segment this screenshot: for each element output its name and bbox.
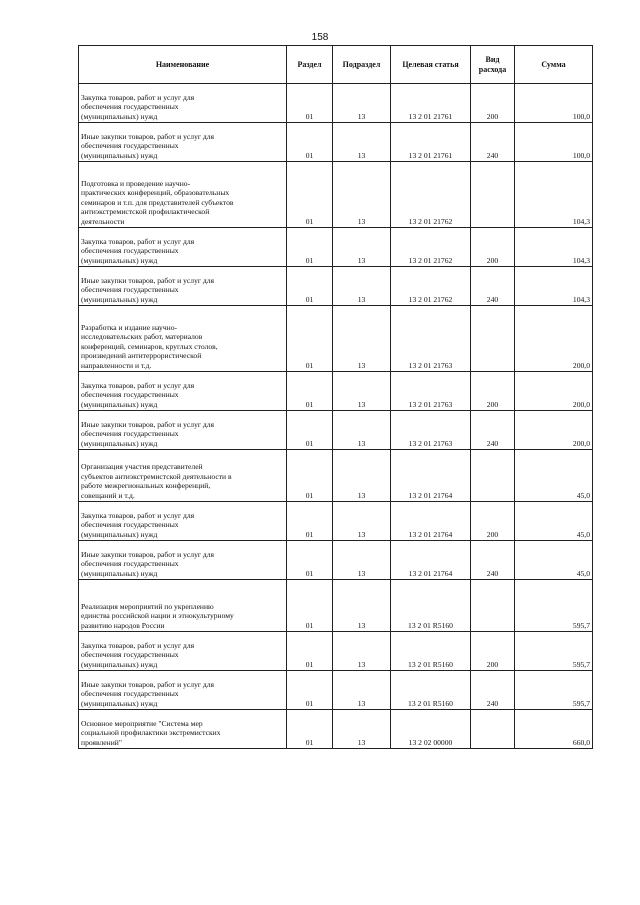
cell-podrazdel: 13 [333,502,391,541]
cell-summa: 200,0 [515,306,593,372]
cell-name: Разработка и издание научно- исследовательских работ, материалов конференций, семинаров, круглых столов, произведений антитеррористической направленности и т.д. [79,306,287,372]
table-row [79,710,593,749]
cell-tselevaya: 13 2 01 21761 [391,123,471,162]
table-row [79,450,593,502]
cell-podrazdel: 13 [333,671,391,710]
cell-razdel: 01 [287,306,333,372]
cell-name: Закупка товаров, работ и услуг для обеспечения государственных (муниципальных) нужд [79,372,287,411]
header-summa: Сумма [515,46,593,84]
header-vid: Вид расхода [471,46,515,84]
cell-vid: 200 [471,632,515,671]
cell-tselevaya: 13 2 01 21763 [391,372,471,411]
header-name: Наименование [79,46,287,84]
cell-name: Иные закупки товаров, работ и услуг для обеспечения государственных (муниципальных) нужд [79,541,287,580]
cell-vid [471,580,515,632]
cell-name: Иные закупки товаров, работ и услуг для обеспечения государственных (муниципальных) нужд [79,671,287,710]
cell-name: Подготовка и проведение научно- практических конференций, образовательных семинаров и т.п. для представителей субъектов антиэкстремистской профилактической деятельности [79,162,287,228]
cell-razdel: 01 [287,411,333,450]
cell-summa: 104,3 [515,267,593,306]
cell-razdel: 01 [287,671,333,710]
budget-table [78,45,593,749]
cell-tselevaya: 13 2 01 21763 [391,306,471,372]
cell-podrazdel: 13 [333,580,391,632]
cell-summa: 45,0 [515,502,593,541]
cell-summa: 100,0 [515,123,593,162]
cell-razdel: 01 [287,450,333,502]
cell-name: Иные закупки товаров, работ и услуг для обеспечения государственных (муниципальных) нужд [79,411,287,450]
table-row [79,541,593,580]
cell-razdel: 01 [287,632,333,671]
cell-podrazdel: 13 [333,228,391,267]
table-row [79,84,593,123]
cell-name: Основное мероприятие "Система мер социальной профилактики экстремистских проявлений" [79,710,287,749]
cell-tselevaya: 13 2 01 21763 [391,411,471,450]
table-body [79,84,593,749]
cell-razdel: 01 [287,123,333,162]
cell-name: Реализация мероприятий по укреплению единства российской нации и этнокультурному развитию народов России [79,580,287,632]
cell-podrazdel: 13 [333,372,391,411]
cell-podrazdel: 13 [333,411,391,450]
cell-vid [471,162,515,228]
cell-podrazdel: 13 [333,162,391,228]
cell-name: Закупка товаров, работ и услуг для обеспечения государственных (муниципальных) нужд [79,632,287,671]
cell-tselevaya: 13 2 01 21762 [391,162,471,228]
cell-razdel: 01 [287,267,333,306]
cell-podrazdel: 13 [333,450,391,502]
cell-tselevaya: 13 2 01 21764 [391,502,471,541]
cell-vid: 240 [471,411,515,450]
cell-tselevaya: 13 2 01 R5160 [391,632,471,671]
cell-razdel: 01 [287,502,333,541]
cell-summa: 45,0 [515,450,593,502]
cell-name: Организация участия представителей субъектов антиэкстремистской деятельности в работе межрегиональных конференций, совещаний и т.д. [79,450,287,502]
cell-razdel: 01 [287,228,333,267]
cell-tselevaya: 13 2 02 00000 [391,710,471,749]
cell-tselevaya: 13 2 01 R5160 [391,580,471,632]
cell-vid: 200 [471,84,515,123]
table-row [79,228,593,267]
cell-podrazdel: 13 [333,541,391,580]
cell-name: Иные закупки товаров, работ и услуг для обеспечения государственных (муниципальных) нужд [79,267,287,306]
cell-summa: 45,0 [515,541,593,580]
cell-tselevaya: 13 2 01 21764 [391,450,471,502]
table-row [79,372,593,411]
header-razdel: Раздел [287,46,333,84]
page-number: 158 [311,32,329,43]
cell-vid: 240 [471,123,515,162]
table-row [79,162,593,228]
cell-podrazdel: 13 [333,123,391,162]
cell-summa: 200,0 [515,372,593,411]
cell-summa: 595,7 [515,671,593,710]
table-row [79,671,593,710]
cell-tselevaya: 13 2 01 21762 [391,228,471,267]
cell-podrazdel: 13 [333,710,391,749]
cell-podrazdel: 13 [333,267,391,306]
cell-vid: 240 [471,541,515,580]
cell-summa: 660,0 [515,710,593,749]
cell-vid: 240 [471,267,515,306]
cell-summa: 200,0 [515,411,593,450]
cell-razdel: 01 [287,710,333,749]
table-row [79,306,593,372]
cell-podrazdel: 13 [333,306,391,372]
table-row [79,123,593,162]
cell-tselevaya: 13 2 01 21761 [391,84,471,123]
cell-tselevaya: 13 2 01 21764 [391,541,471,580]
cell-vid: 200 [471,502,515,541]
table-header [79,46,593,84]
cell-vid [471,450,515,502]
cell-summa: 595,7 [515,632,593,671]
table-row [79,411,593,450]
cell-podrazdel: 13 [333,632,391,671]
cell-vid: 200 [471,372,515,411]
cell-razdel: 01 [287,84,333,123]
cell-vid [471,710,515,749]
cell-vid: 200 [471,228,515,267]
cell-podrazdel: 13 [333,84,391,123]
table-row [79,502,593,541]
cell-summa: 595,7 [515,580,593,632]
cell-razdel: 01 [287,541,333,580]
cell-vid [471,306,515,372]
cell-tselevaya: 13 2 01 21762 [391,267,471,306]
header-tselevaya: Целевая статья [391,46,471,84]
header-podrazdel: Подраздел [333,46,391,84]
cell-vid: 240 [471,671,515,710]
cell-razdel: 01 [287,372,333,411]
cell-name: Закупка товаров, работ и услуг для обеспечения государственных (муниципальных) нужд [79,502,287,541]
cell-summa: 104,3 [515,162,593,228]
cell-razdel: 01 [287,162,333,228]
cell-summa: 104,3 [515,228,593,267]
table-row [79,632,593,671]
table-row [79,580,593,632]
table-row [79,267,593,306]
cell-name: Закупка товаров, работ и услуг для обеспечения государственных (муниципальных) нужд [79,84,287,123]
cell-razdel: 01 [287,580,333,632]
cell-summa: 100,0 [515,84,593,123]
cell-name: Иные закупки товаров, работ и услуг для обеспечения государственных (муниципальных) нужд [79,123,287,162]
cell-tselevaya: 13 2 01 R5160 [391,671,471,710]
cell-name: Закупка товаров, работ и услуг для обеспечения государственных (муниципальных) нужд [79,228,287,267]
header-row [79,46,593,84]
